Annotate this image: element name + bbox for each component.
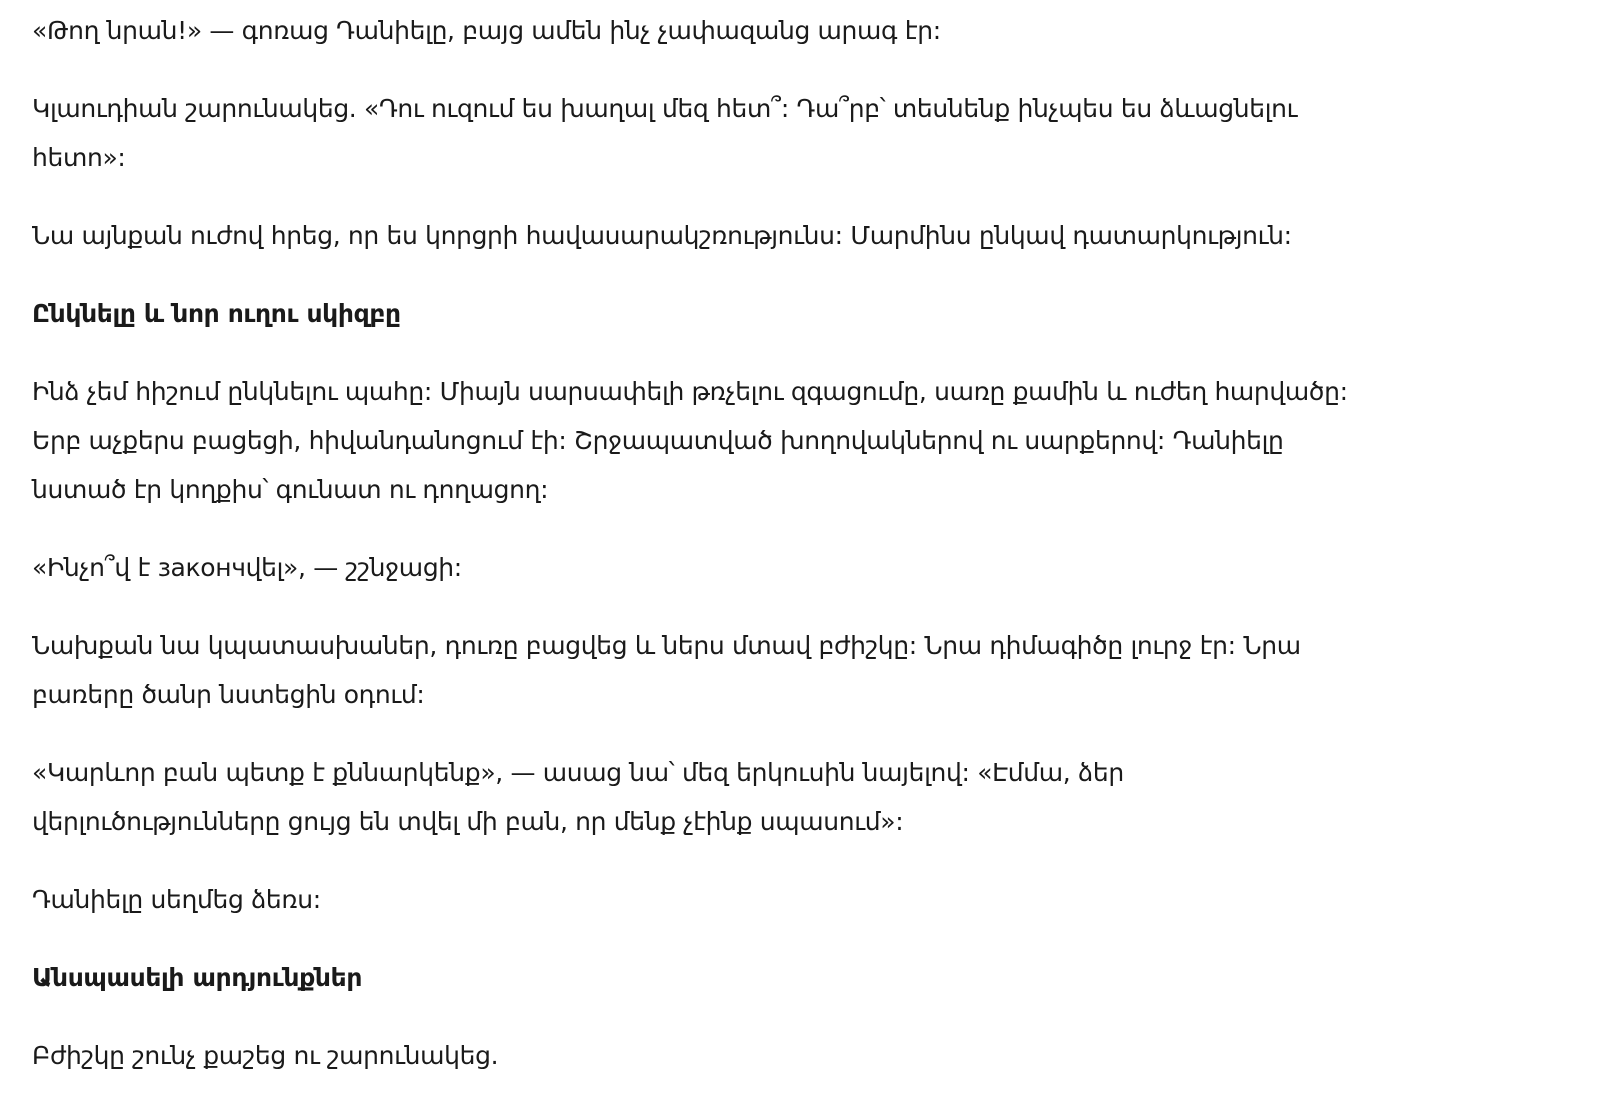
paragraph-line: նստած էր կողքիս՝ գունատ ու դողացող:: [32, 475, 549, 504]
paragraph-line: «Կարևոր բան պետք է քննարկենք», — ասաց նա՝ մեզ երկուսին նայելով: «Էմմա, ձեր: [32, 758, 1124, 787]
paragraph-line: Նախքան նա կպատասխաներ, դուռը բացվեց և ներս մտավ բժիշկը: Նրա դիմագիծը լուրջ էր: Նրա: [32, 631, 1301, 660]
paragraph-line: Նա այնքան ուժով հրեց, որ ես կորցրի հավասարակշռությունս: Մարմինս ընկավ դատարկություն:: [32, 221, 1292, 250]
paragraph-line: «Թող նրան!» — գոռաց Դանիելը, բայց ամեն ինչ չափազանց արագ էր:: [32, 16, 941, 45]
paragraph-line: հետո»:: [32, 143, 126, 172]
section-heading: Անսպասելի արդյունքներ: [32, 963, 363, 992]
paragraph-line: Ինձ չեմ հիշում ընկնելու պահը: Միայն սարսափելի թռչելու զգացումը, սառը քամին և ուժեղ հարվածը:: [32, 377, 1348, 406]
paragraph-line: Կլաուդիան շարունակեց. «Դու ուզում ես խաղալ մեզ հետ՞: Դա՞րբ՝ տեսնենք ինչպես ես ձևացնելու: [32, 94, 1298, 123]
paragraph: [32, 875, 1440, 924]
paragraph-line: բառերը ծանր նստեցին օդում:: [32, 680, 425, 709]
paragraph: [32, 1031, 1440, 1080]
paragraph-line: Բժիշկը շունչ քաշեց ու շարունակեց.: [32, 1041, 499, 1070]
paragraph-line: Երբ աչքերս բացեցի, հիվանդանոցում էի: Շրջապատված խողովակներով ու սարքերով: Դանիելը: [32, 426, 1284, 455]
paragraph-line: վերլուծությունները ցույց են տվել մի բան, որ մենք չէինք սպասում»:: [32, 807, 904, 836]
paragraph: [32, 367, 1440, 514]
paragraph: [32, 543, 1440, 592]
paragraph: [32, 84, 1440, 182]
paragraph: [32, 6, 1440, 55]
paragraph: [32, 621, 1440, 719]
paragraph-line: Դանիելը սեղմեց ձեռս:: [32, 885, 321, 914]
section-heading: Ընկնելը և նոր ուղու սկիզբը: [32, 299, 401, 328]
paragraph-line: «Ինչո՞վ է закончվել», — շշնջացի:: [32, 553, 462, 582]
paragraph: [32, 211, 1440, 260]
paragraph: [32, 748, 1440, 846]
